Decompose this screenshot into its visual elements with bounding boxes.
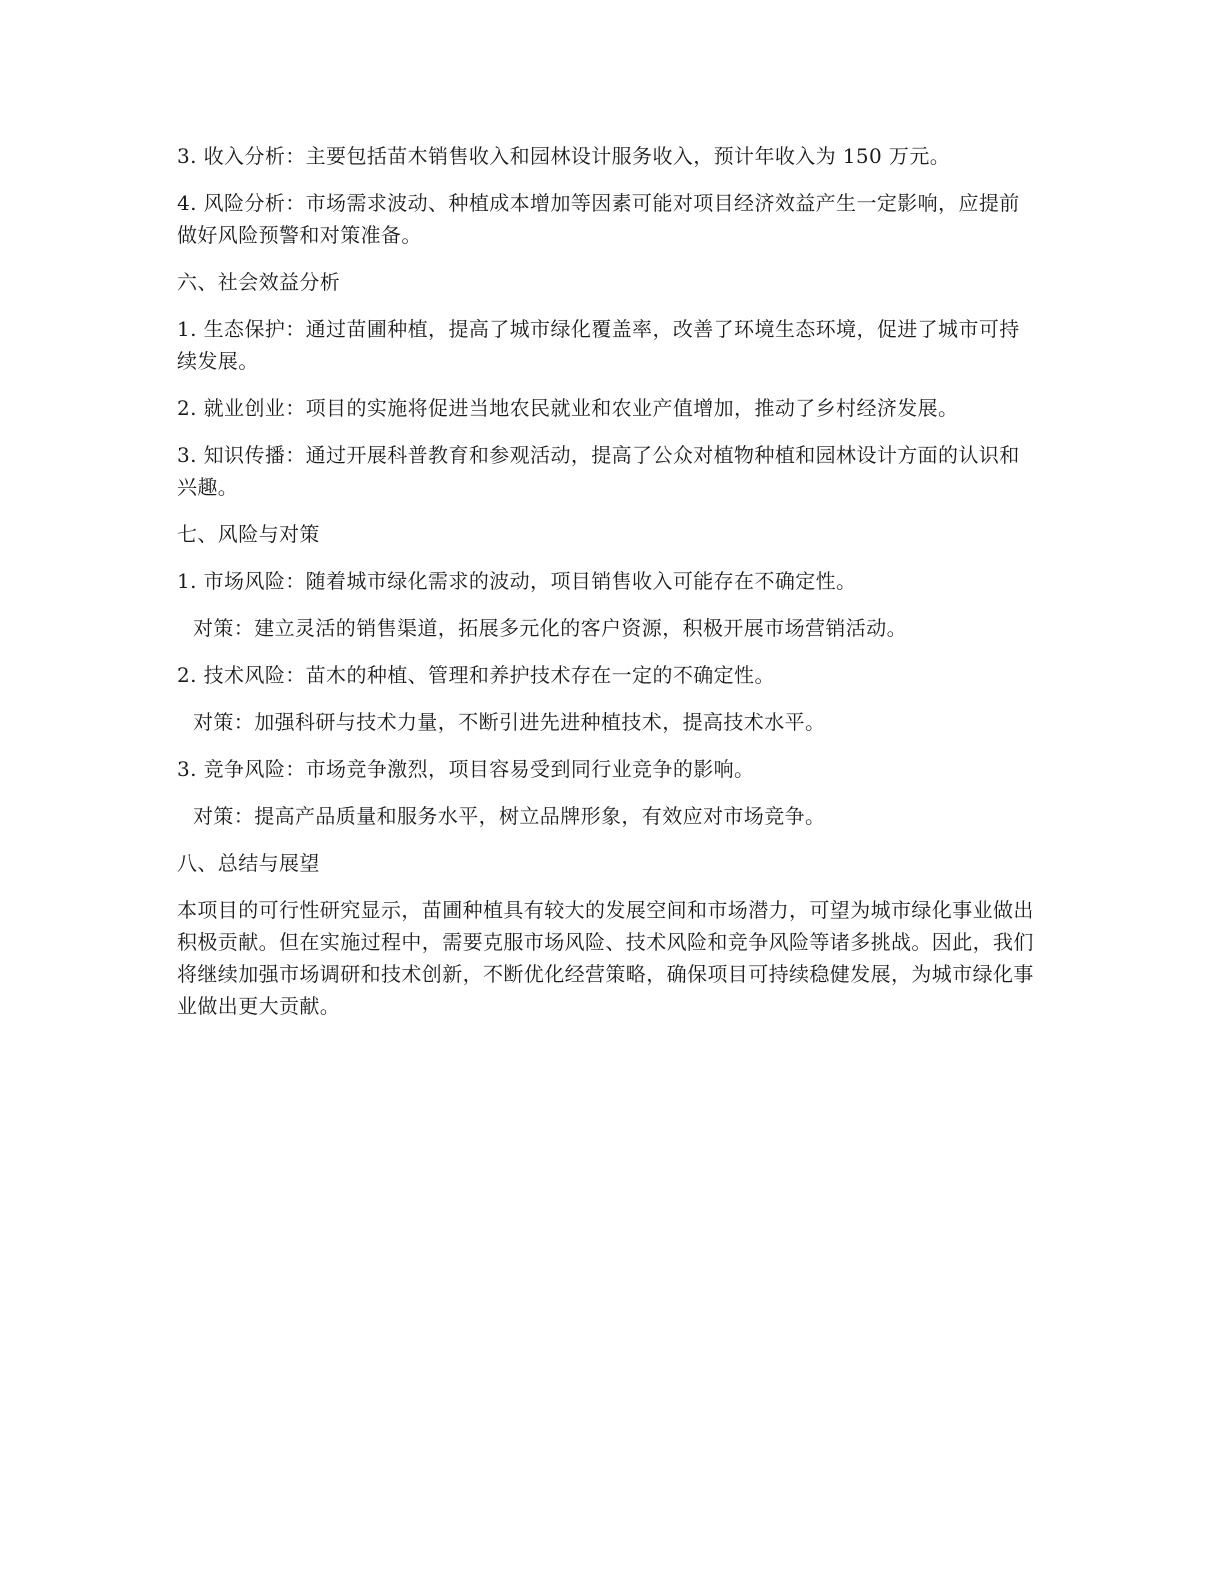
document-body (177, 140, 1037, 1022)
paragraph-income-analysis: 3. 收入分析：主要包括苗木销售收入和园林设计服务收入，预计年收入为 150 万元。 (177, 144, 951, 168)
paragraph-eco-protection: 1. 生态保护：通过苗圃种植，提高了城市绿化覆盖率，改善了环境生态环境，促进了城市可持续发展。 (177, 317, 1020, 373)
paragraph-market-countermeasure: 对策：建立灵活的销售渠道，拓展多元化的客户资源，积极开展市场营销活动。 (193, 616, 907, 640)
paragraph-tech-countermeasure: 对策：加强科研与技术力量，不断引进先进种植技术，提高技术水平。 (193, 710, 826, 734)
section-heading-summary: 八、总结与展望 (177, 851, 320, 875)
paragraph-knowledge: 3. 知识传播：通过开展科普教育和参观活动，提高了公众对植物种植和园林设计方面的认识和兴趣。 (177, 443, 1020, 499)
paragraph-competition-risk: 3. 竞争风险：市场竞争激烈，项目容易受到同行业竞争的影响。 (177, 757, 755, 781)
paragraph-summary: 本项目的可行性研究显示，苗圃种植具有较大的发展空间和市场潜力，可望为城市绿化事业做出积极贡献。但在实施过程中，需要克服市场风险、技术风险和竞争风险等诸多挑战。因此，我们将继续加强市场调研和技术创新，不断优化经营策略，确保项目可持续稳健发展，为城市绿化事业做出更大贡献。 (177, 898, 1034, 1018)
paragraph-employment: 2. 就业创业：项目的实施将促进当地农民就业和农业产值增加，推动了乡村经济发展。 (177, 396, 959, 420)
paragraph-risk-analysis: 4. 风险分析：市场需求波动、种植成本增加等因素可能对项目经济效益产生一定影响，应提前做好风险预警和对策准备。 (177, 191, 1020, 247)
paragraph-tech-risk: 2. 技术风险：苗木的种植、管理和养护技术存在一定的不确定性。 (177, 663, 775, 687)
paragraph-competition-countermeasure: 对策：提高产品质量和服务水平，树立品牌形象，有效应对市场竞争。 (193, 804, 826, 828)
section-heading-social-benefits: 六、社会效益分析 (177, 270, 341, 294)
paragraph-market-risk: 1. 市场风险：随着城市绿化需求的波动，项目销售收入可能存在不确定性。 (177, 569, 857, 593)
section-heading-risk-countermeasures: 七、风险与对策 (177, 522, 320, 546)
